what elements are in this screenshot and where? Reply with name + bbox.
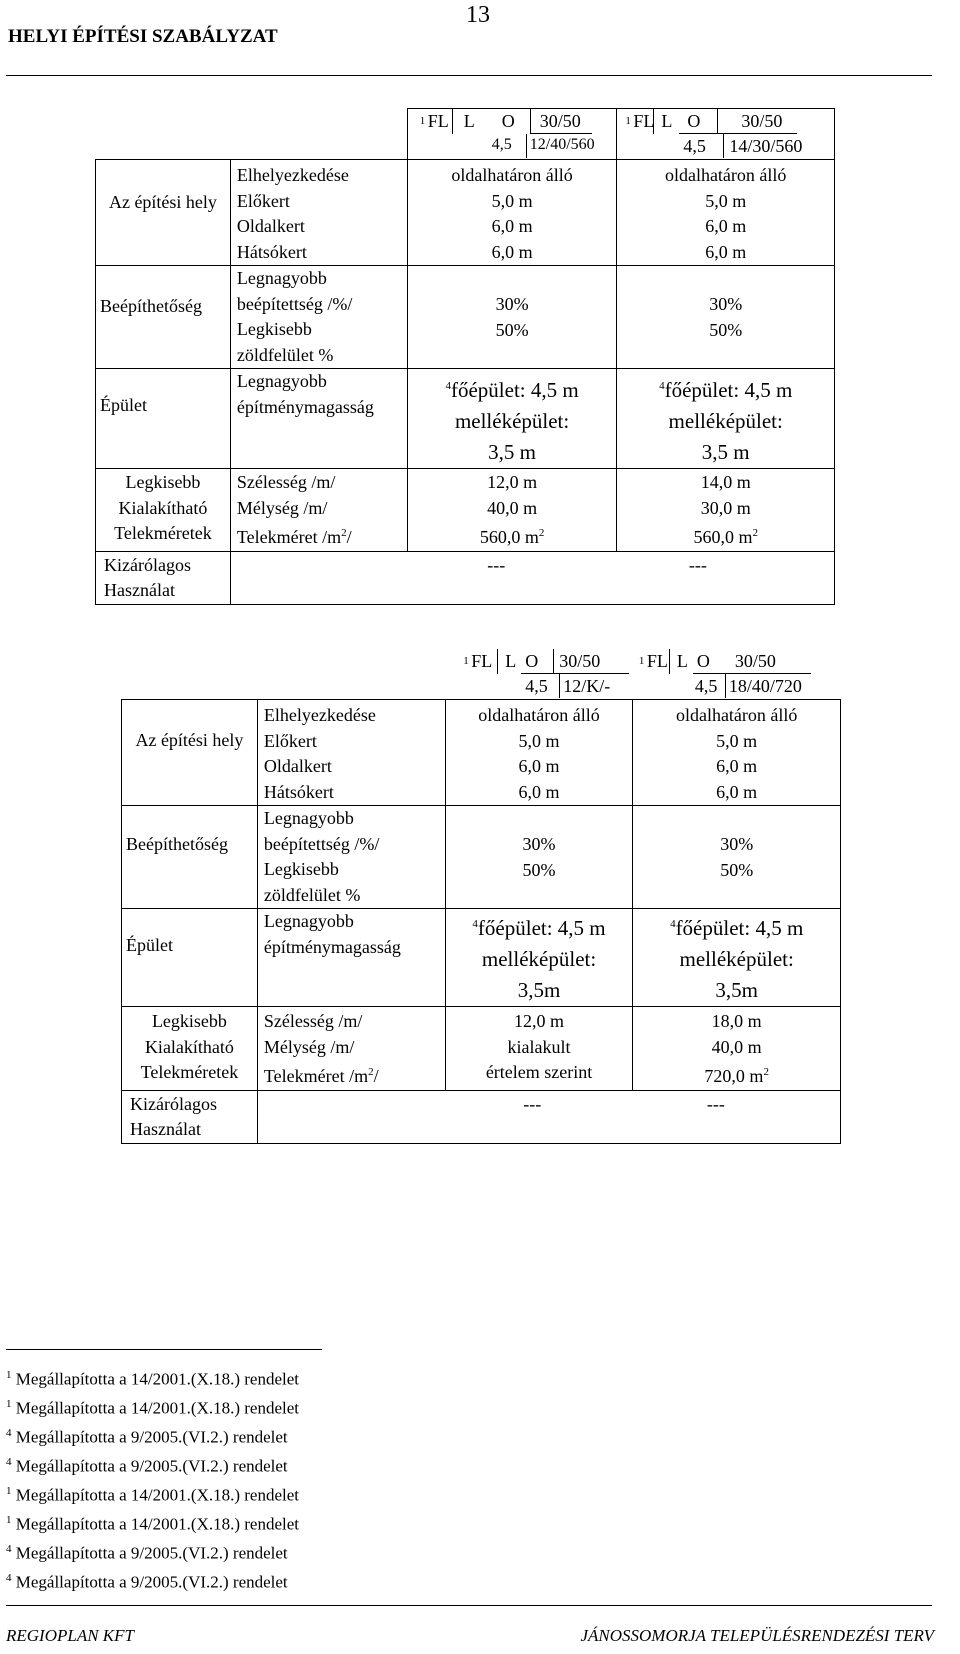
zone-ratio: 30/50	[539, 111, 581, 131]
footnote-item: $^4$ Megállapította a 9/2005.(VI.2.) rendelet	[6, 1571, 288, 1592]
zone-fl: FL	[471, 651, 493, 671]
header-rule	[6, 75, 932, 76]
zone-height: 4,5	[525, 676, 548, 696]
zone-l: L	[463, 111, 475, 131]
footnote-rule	[6, 1349, 322, 1350]
zone-code-cell	[617, 109, 835, 160]
build-params: Legnagyobb beépítettség /%/ Legkisebb zöldfelület %	[257, 806, 445, 909]
plot-values: 14,0 m 30,0 m 560,0 $m^2$	[617, 469, 835, 552]
zone-code	[617, 109, 834, 159]
footnotes	[6, 1363, 299, 1595]
row-label-min-plot: Legkisebb Kialakítható Telekméretek	[96, 469, 231, 552]
build-values: 30% 50%	[407, 266, 617, 369]
zone-code	[633, 649, 841, 699]
zone-l: L	[676, 651, 688, 671]
site-params: Elhelyezkedése Előkert Oldalkert Hátsókert	[230, 160, 407, 266]
site-params: Elhelyezkedése Előkert Oldalkert Hátsókert	[257, 700, 445, 806]
zone-height: 4,5	[694, 676, 718, 696]
exclusive-value: ---	[688, 554, 707, 575]
zone-fl: FL	[427, 111, 449, 131]
row-label-min-plot: Legkisebb Kialakítható Telekméretek	[122, 1007, 258, 1091]
zone-fl: FL	[646, 651, 668, 671]
row-label-buildability: Beépíthetőség	[122, 806, 258, 909]
build-values: 30% 50%	[633, 806, 841, 909]
footer-company: REGIOPLAN KFT	[6, 1626, 134, 1645]
zone-o: O	[696, 651, 710, 671]
height-params: Legnagyobb építménymagasság	[230, 369, 407, 469]
zone-dims: 14/30/560	[729, 136, 803, 156]
zone-code-cell	[407, 109, 617, 160]
exclusive-value: ---	[706, 1093, 725, 1114]
exclusive-value: ---	[487, 554, 506, 575]
zone-code	[445, 649, 633, 699]
height-values: $^4$főépület: 4,5 m melléképület: 3,5 m	[407, 369, 617, 469]
plot-params: Szélesség /m/ Mélység /m/ Telekméret $/m^2/$	[257, 1007, 445, 1091]
zone-ratio: 30/50	[741, 111, 783, 131]
zone-ratio: 30/50	[559, 651, 601, 671]
zone-fl: FL	[633, 111, 655, 131]
zone-l: L	[505, 651, 517, 671]
header-title: HELYI ÉPÍTÉSI SZABÁLYZAT	[8, 26, 278, 47]
footnote-mark: 1	[419, 115, 426, 127]
row-label-building-site: Az építési hely	[96, 160, 231, 266]
row-label-building: Épület	[96, 369, 231, 469]
footnote-mark: 1	[463, 655, 469, 667]
height-params: Legnagyobb építménymagasság	[257, 909, 445, 1007]
plot-values: 12,0 m kialakult értelem szerint	[445, 1007, 633, 1091]
zone-table-2	[121, 649, 841, 1144]
zone-height: 4,5	[491, 136, 512, 153]
site-values: oldalhatáron álló 5,0 m 6,0 m 6,0 m	[633, 700, 841, 806]
zone-code	[408, 109, 617, 159]
site-values: oldalhatáron álló 5,0 m 6,0 m 6,0 m	[445, 700, 633, 806]
footnote-item: $^4$ Megállapította a 9/2005.(VI.2.) rendelet	[6, 1426, 288, 1447]
plot-values: 12,0 m 40,0 m 560,0 $m^2$	[407, 469, 617, 552]
zone-o: O	[525, 651, 539, 671]
site-values: oldalhatáron álló 5,0 m 6,0 m 6,0 m	[407, 160, 617, 266]
plot-values: 18,0 m 40,0 m 720,0 $m^2$	[633, 1007, 841, 1091]
page-number: 13	[466, 2, 490, 28]
zone-o: O	[687, 111, 701, 131]
footer-rule	[6, 1605, 932, 1606]
build-values: 30% 50%	[617, 266, 835, 369]
row-label-exclusive: Kizárólagos Használat	[122, 1090, 258, 1143]
row-label-exclusive: Kizárólagos Használat	[96, 551, 231, 604]
zone-l: L	[661, 111, 673, 131]
height-values: $^4$főépület: 4,5 m melléképület: 3,5 m	[617, 369, 835, 469]
plot-params: Szélesség /m/ Mélység /m/ Telekméret $/m^2/$	[230, 469, 407, 552]
footer-plan-title: JÁNOSSOMORJA TELEPÜLÉSRENDEZÉSI TERV	[580, 1626, 934, 1645]
footnote-item: $^1$ Megállapította a 14/2001.(X.18.) rendelet	[6, 1513, 299, 1534]
zone-code-cell	[445, 649, 633, 700]
footnote-item: $^4$ Megállapította a 9/2005.(VI.2.) rendelet	[6, 1455, 288, 1476]
footnote-item: $^4$ Megállapította a 9/2005.(VI.2.) rendelet	[6, 1542, 288, 1563]
footnote-item: $^1$ Megállapította a 14/2001.(X.18.) rendelet	[6, 1397, 299, 1418]
footnote-mark: 1	[638, 655, 645, 667]
exclusive-value: ---	[523, 1093, 542, 1114]
zone-dims: 12/40/560	[529, 136, 595, 153]
height-values: $^4$főépület: 4,5 m melléképület: 3,5m	[633, 909, 841, 1007]
row-label-building: Épület	[122, 909, 258, 1007]
build-values: 30% 50%	[445, 806, 633, 909]
zone-table-1	[95, 108, 835, 605]
zone-ratio: 30/50	[734, 651, 776, 671]
zone-dims: 18/40/720	[728, 676, 802, 696]
site-values: oldalhatáron álló 5,0 m 6,0 m 6,0 m	[617, 160, 835, 266]
footnote-item: $^1$ Megállapította a 14/2001.(X.18.) rendelet	[6, 1369, 299, 1389]
row-label-buildability: Beépíthetőség	[96, 266, 231, 369]
height-values: $^4$főépület: 4,5 m melléképület: 3,5m	[445, 909, 633, 1007]
zone-height: 4,5	[683, 136, 706, 156]
zone-dims: 12/K/-	[563, 676, 611, 696]
zone-o: O	[501, 111, 515, 131]
row-label-building-site: Az építési hely	[122, 700, 258, 806]
footnote-mark: 1	[625, 115, 631, 127]
zone-code-cell	[633, 649, 841, 700]
build-params: Legnagyobb beépítettség /%/ Legkisebb zöldfelület %	[230, 266, 407, 369]
footnote-item: $^1$ Megállapította a 14/2001.(X.18.) rendelet	[6, 1484, 299, 1505]
